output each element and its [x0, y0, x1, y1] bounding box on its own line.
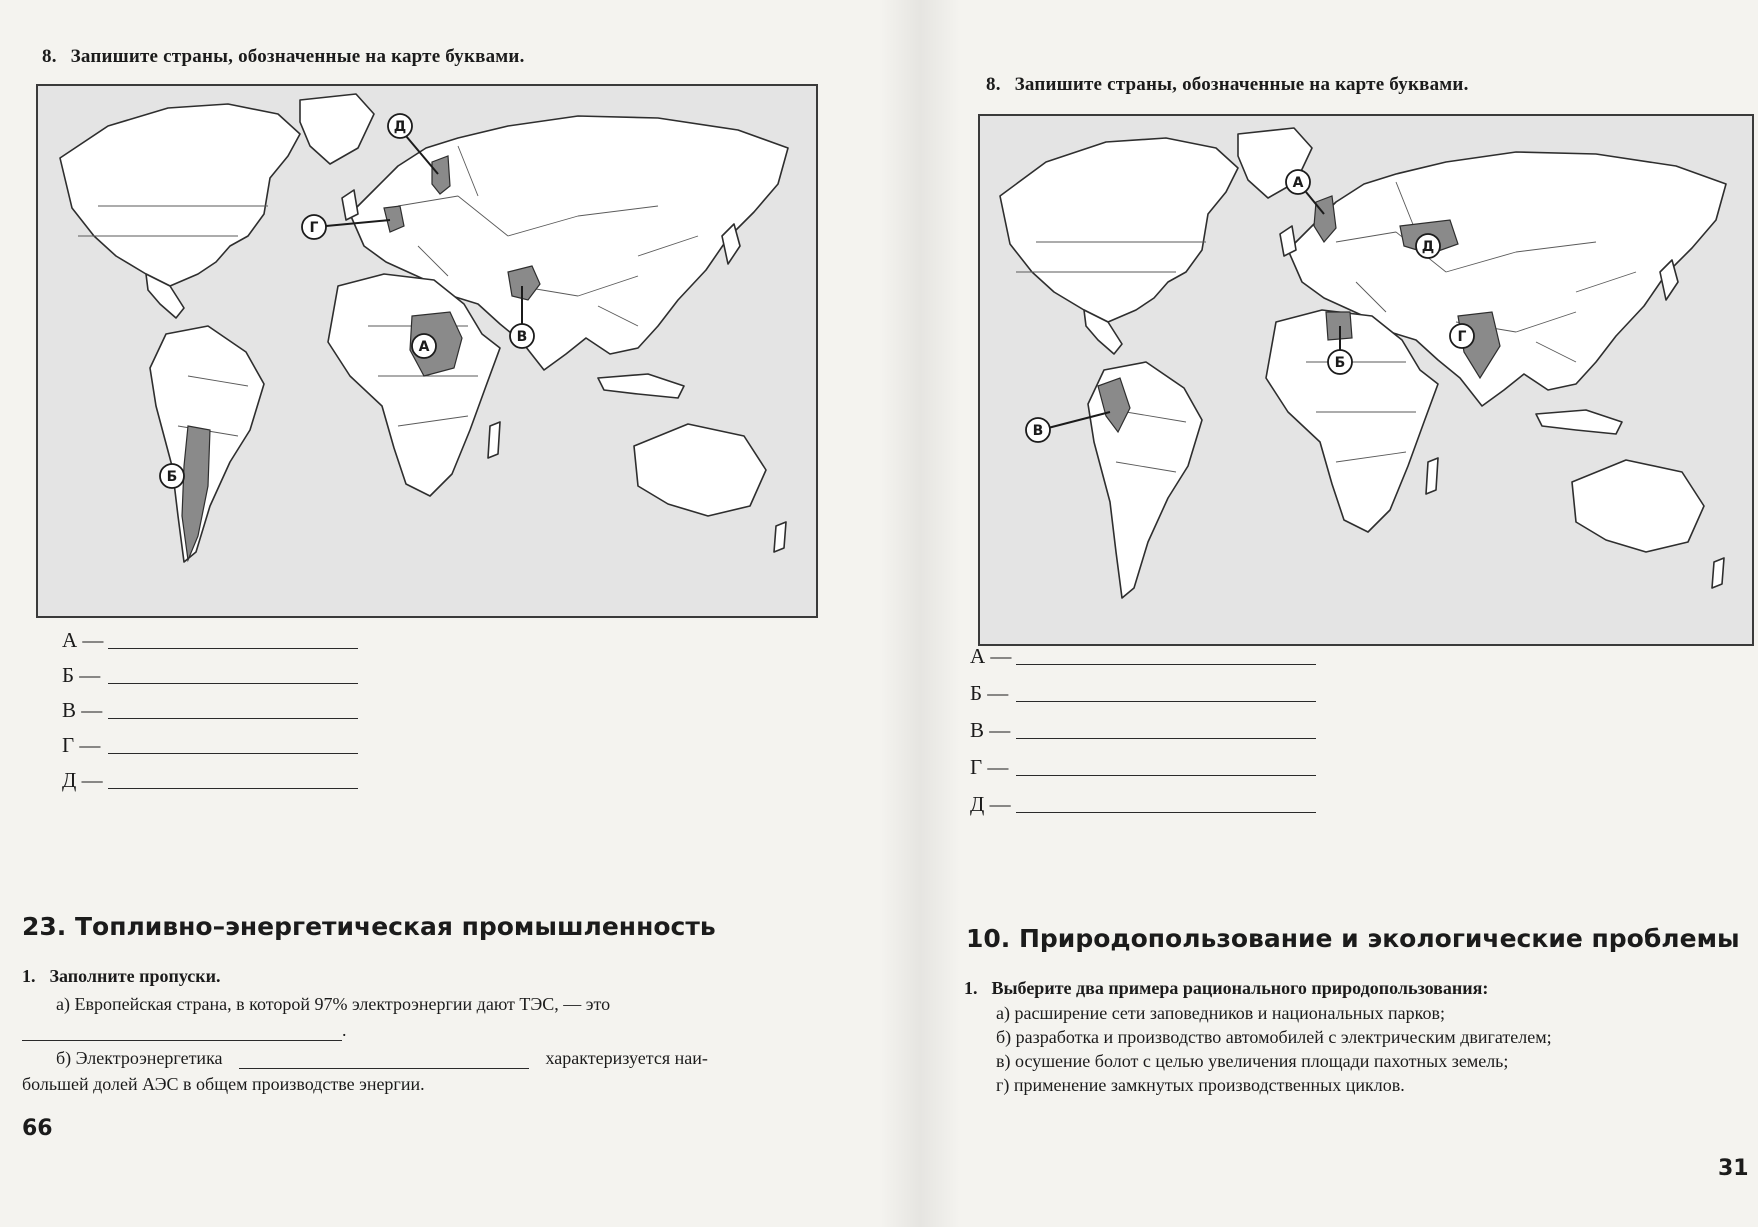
right-q1-option-g[interactable]: г) применение замкнутых производственных циклов.	[996, 1075, 1405, 1095]
left-answer-label-g: Г —	[62, 733, 101, 757]
left-answer-field-d[interactable]	[108, 788, 358, 789]
right-answer-row-g	[970, 755, 1316, 780]
right-marker-a	[1286, 170, 1324, 214]
left-answer-label-v: В —	[62, 698, 103, 722]
right-answer-field-a[interactable]	[1016, 664, 1316, 665]
left-map-country-b	[182, 426, 210, 560]
left-map-country-d	[432, 156, 450, 194]
right-answer-field-b[interactable]	[1016, 701, 1316, 702]
left-q1-a-text: а) Европейская страна, в которой 97% электроэнергии дают ТЭС, — это	[56, 994, 611, 1014]
svg-text:А: А	[1292, 175, 1304, 191]
right-page	[960, 0, 1758, 1227]
right-section-title: 10. Природопользование и экологические проблемы	[966, 924, 1740, 953]
right-task8-heading	[986, 74, 1469, 96]
left-q1-heading-text: Заполните пропуски.	[49, 966, 221, 986]
svg-text:В: В	[1032, 423, 1044, 439]
svg-text:В: В	[516, 329, 528, 345]
right-map-north-america	[1000, 138, 1238, 322]
right-q1-option-v[interactable]: в) осушение болот с целью увеличения площади пахотных земель;	[996, 1051, 1509, 1071]
left-map-australia	[634, 424, 766, 516]
left-task8-text: Запишите страны, обозначенные на карте буквами.	[70, 46, 525, 67]
right-answer-label-g: Г —	[970, 755, 1009, 779]
left-q1-number: 1.	[22, 966, 36, 986]
right-world-map-svg	[980, 116, 1752, 644]
left-map-british-isles	[342, 190, 358, 220]
left-task8-heading	[42, 46, 525, 68]
svg-text:Г: Г	[309, 220, 319, 236]
left-map-africa	[328, 274, 500, 496]
left-q1-a-blank[interactable]	[22, 1022, 342, 1041]
right-map-africa	[1266, 310, 1438, 532]
left-q1-b-line2: большей долей АЭС в общем производстве энергии.	[22, 1074, 425, 1094]
right-answer-label-d: Д —	[970, 792, 1011, 816]
right-answer-row-v	[970, 718, 1316, 743]
left-answer-field-g[interactable]	[108, 753, 358, 754]
left-map-greenland	[300, 94, 374, 164]
left-answer-label-b: Б —	[62, 663, 101, 687]
right-q1-heading-text: Выберите два примера рационального природопользования:	[991, 978, 1489, 998]
left-answer-row-d	[62, 768, 358, 793]
right-map-british-isles	[1280, 226, 1296, 256]
right-answer-row-a	[970, 644, 1316, 669]
svg-text:Б: Б	[166, 469, 178, 485]
left-map-indonesia	[598, 374, 684, 398]
left-answer-field-a[interactable]	[108, 648, 358, 649]
right-map-new-zealand	[1712, 558, 1724, 588]
left-marker-a	[412, 334, 436, 358]
right-world-map	[978, 114, 1754, 646]
left-world-map-svg	[38, 86, 816, 616]
right-answer-field-g[interactable]	[1016, 775, 1316, 776]
left-answer-row-b	[62, 663, 358, 688]
left-q1-heading	[22, 966, 221, 987]
left-q1-b-line	[56, 1048, 708, 1069]
right-map-indonesia	[1536, 410, 1622, 434]
left-q1-b-before: б) Электроэнергетика	[56, 1048, 223, 1068]
svg-text:Б: Б	[1334, 355, 1346, 371]
right-answer-label-b: Б —	[970, 681, 1009, 705]
left-map-madagascar	[488, 422, 500, 458]
svg-text:Г: Г	[1457, 329, 1467, 345]
left-answer-row-a	[62, 628, 358, 653]
left-world-map	[36, 84, 818, 618]
left-map-new-zealand	[774, 522, 786, 552]
svg-text:Д: Д	[1421, 239, 1435, 255]
left-q1-a-end: .	[342, 1020, 347, 1040]
left-answer-label-d: Д —	[62, 768, 103, 792]
right-page-number: 31	[1718, 1156, 1749, 1181]
right-marker-d	[1416, 234, 1440, 258]
right-q1-heading	[964, 978, 1488, 999]
left-answer-label-a: А —	[62, 628, 104, 652]
right-marker-g	[1450, 324, 1474, 348]
book-gutter	[880, 0, 960, 1227]
right-map-australia	[1572, 460, 1704, 552]
right-answer-field-d[interactable]	[1016, 812, 1316, 813]
left-page-number: 66	[22, 1116, 53, 1141]
left-q1-b-blank[interactable]	[239, 1050, 529, 1069]
left-section-title: 23. Топливно–энергетическая промышленность	[22, 912, 716, 941]
left-answer-field-b[interactable]	[108, 683, 358, 684]
right-q1-option-a[interactable]: а) расширение сети заповедников и национальных парков;	[996, 1003, 1445, 1023]
left-answer-field-v[interactable]	[108, 718, 358, 719]
right-answer-field-v[interactable]	[1016, 738, 1316, 739]
left-answer-row-v	[62, 698, 358, 723]
svg-text:Д: Д	[393, 119, 407, 135]
left-marker-b	[160, 464, 184, 488]
left-q1-b-after: характеризуется наи-	[545, 1048, 708, 1068]
right-answer-label-v: В —	[970, 718, 1011, 742]
right-task8-text: Запишите страны, обозначенные на карте буквами.	[1014, 74, 1469, 95]
right-q1-option-b[interactable]: б) разработка и производство автомобилей с электрическим двигателем;	[996, 1027, 1552, 1047]
right-answer-row-b	[970, 681, 1316, 706]
left-task8-number: 8.	[42, 46, 57, 67]
right-answer-row-d	[970, 792, 1316, 817]
right-map-madagascar	[1426, 458, 1438, 494]
right-q1-number: 1.	[964, 978, 978, 998]
right-answer-label-a: А —	[970, 644, 1012, 668]
left-q1-a-line	[22, 1020, 347, 1041]
svg-text:А: А	[418, 339, 430, 355]
left-map-north-america	[60, 104, 300, 286]
right-task8-number: 8.	[986, 74, 1001, 95]
left-answer-row-g	[62, 733, 358, 758]
